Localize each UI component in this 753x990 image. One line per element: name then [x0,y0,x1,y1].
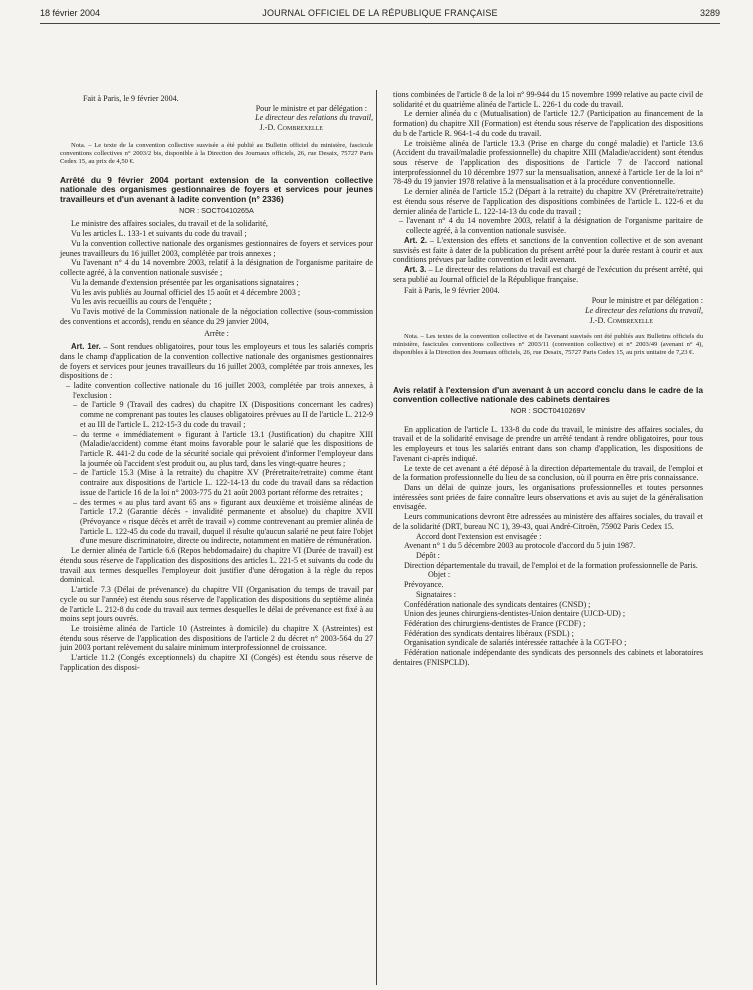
visa: Vu l'avis motivé de la Commission nationale de la négociation collective (sous-commission des conventions et accords), rendu en séance du 29 janvier 2004, [60,306,373,326]
arrete-label: Arrête : [204,329,229,339]
sign-name: J.-D. Combrexelle [259,123,323,133]
arrete-title: Arrêté du 9 février 2004 portant extension de la convention collective nationale des organismes gestionnaires de foyers et services pour jeunes travailleurs et d'un avenant à ladite convention (n° 2336) [60,175,373,204]
list-item: – l'avenant n° 4 du 14 novembre 2003, relatif à la désignation de l'organisme paritaire de collecte agréé, à la convention nationale susvisée. [399,216,703,236]
header-page-number: 3289 [699,8,720,18]
sign-place: Fait à Paris, le 9 février 2004. [83,94,179,103]
list-item: – ladite convention collective nationale du 16 juillet 2003, complétée par trois annexes, à l'exclusion : [66,380,373,400]
paragraph: Accord dont l'extension est envisagée : [416,531,542,541]
label: Signataires : [416,589,457,599]
sign-place: Fait à Paris, le 9 février 2004. [404,286,500,296]
column-divider [376,90,377,985]
header-title: JOURNAL OFFICIEL DE LA RÉPUBLIQUE FRANÇAISE [262,8,498,18]
visa: Vu les avis recueillis au cours de l'enquête ; [71,297,212,307]
paragraph: Dans un délai de quinze jours, les organisations professionnelles et toutes personnes intéressées sont priées de faire connaître leurs observations et avis au sujet de la généralisation envisagée. [393,482,703,512]
paragraph: L'article 11.2 (Congés exceptionnels) du chapitre XI (Congés) est étendu sous réserve de l'application des disposi- [60,653,373,672]
list-item: – des termes « au plus tard avant 65 ans » figurant aux deuxième et troisième alinéas de l'article 17.2 (Garantie décès - invalidité permanente et absolue) du chapitre XVII (Prévoyance « risque décès et arrêt de travail ») comme contrevenant au premier alinéa de l'article L. 122-45 du code du travail, duquel il résulte qu'aucun salarié ne peut faire l'objet d'une mesure discriminatoire, directe ou indirecte, notamment en matière de rémunération. [73,497,373,546]
article-1 [60,342,373,381]
page-header [40,8,720,22]
sign-line: Pour le ministre et par délégation : [591,296,703,306]
visa: Vu les articles L. 133-1 et suivants du code du travail ; [71,229,247,239]
sign-name: J.-D. Combrexelle [589,315,653,325]
label: Dépôt : [416,551,440,560]
signatory: Union des jeunes chirurgiens-dentistes-Union dentaire (UJCD-UD) ; [404,609,626,619]
visa: Le ministre des affaires sociales, du travail et de la solidarité, [71,219,268,229]
article-text: – L'extension des effets et sanctions de la convention collective et de son avenant susvisés est faite à dater de la publication du présent arrêté pour la durée restant à courir et aux conditions prévues par ladite convention et ledit avenant. [393,235,703,265]
paragraph: Avenant n° 1 du 5 décembre 2003 au protocole d'accord du 5 juin 1987. [404,541,636,551]
list-item: – du terme « immédiatement » figurant à l'article 13.1 (Justification) du chapitre XIII (Maladie/accident) comme étant moins favorable pour le salarié que les dispositions de l'article R. 441-2 du code de la sécurité sociale qui prévoient d'informer l'employeur dans la journée où l'accident s'est produit ou, au plus tard, dans les vingt-quatre heures ; [73,429,373,468]
label: Objet : [428,570,451,580]
visa: Vu la convention collective nationale des organismes gestionnaires de foyers et services pour jeunes travailleurs du 16 juillet 2003, complétée par trois annexes ; [60,238,373,258]
nor-reference: NOR : SOCT0410265A [179,205,254,215]
list-item: – de l'article 9 (Travail des cadres) du chapitre IX (Dispositions concernant les cadres) comme ne comprenant pas toutes les clauses obligatoires prévues au II de l'article L. 212-9 et au III de l'article L. 212-15-3 du code du travail ; [73,400,373,429]
list-item: – de l'article 15.3 (Mise à la retraite) du chapitre XV (Préretraite/retraite) comme étant contraire aux dispositions de l'article L. 122-14-13 du code du travail dans sa rédaction issue de l'article 16 de la loi n° 2003-775 du 21 août 2003 portant réforme des retraites ; [73,468,373,497]
paragraph: Le dernier alinéa du c (Mutualisation) de l'article 12.7 (Participation au financement de la formation) du chapitre XII (Formation) est étendu sous réserve de l'application des dispositions du b de l'article R. 964-1-4 du code du travail. [393,109,703,138]
article-2 [393,236,703,265]
paragraph: Le dernier alinéa de l'article 15.2 (Départ à la retraite) du chapitre XV (Préretraite/retraite) est étendu sous réserve de l'application des dispositions combinées de l'article L. 122-6 et du dernier alinéa de l'article L. 122-14-13 du code du travail ; [393,187,703,216]
sign-title: Le directeur des relations du travail, [255,113,373,123]
signatory: Organisation syndicale de salariés intéressée rattachée à la CGT-FO ; [404,638,627,648]
paragraph: Le troisième alinéa de l'article 10 (Astreintes à domicile) du chapitre X (Astreintes) est étendu sous réserve de l'application des dispositions de l'article 2 du décret n° 2003-564 du 27 juin 2003 portant relèvement du salaire minimum interprofessionnel de croissance. [60,623,373,653]
article-3 [393,265,703,284]
paragraph: Le dernier alinéa de l'article 6.6 (Repos hebdomadaire) du chapitre VI (Durée de travail) est étendu sous réserve de l'application des dispositions des articles L. 221-5 et suivants du code du travail aux termes desquelles l'employeur doit justifier d'une dérogation à la règle du repos dominical. [60,546,373,585]
nor-reference: NOR : SOCT0410269V [510,405,586,415]
right-column [393,90,703,668]
visa: Vu l'avenant n° 4 du 14 novembre 2003, relatif à la désignation de l'organisme paritaire de collecte agréé, à la convention nationale susvisée ; [60,258,373,278]
visa: Vu les avis publiés au Journal officiel des 15 août et 4 décembre 2003 ; [71,287,301,297]
avis-title: Avis relatif à l'extension d'un avenant à un accord conclu dans le cadre de la convention collective nationale des cabinets dentaires [393,384,703,404]
article-label: Art. 2. [404,235,427,245]
sign-title: Le directeur des relations du travail, [585,305,703,315]
signatory: Fédération des chirurgiens-dentistes de France (FCDF) ; [404,619,586,629]
paragraph: Prévoyance. [404,580,444,590]
signatory: Confédération nationale des syndicats dentaires (CNSD) ; [404,599,591,609]
left-column [60,94,373,673]
paragraph: Direction départementale du travail, de l'emploi et de la formation professionnelle de Paris. [404,560,698,570]
paragraph: Le texte de cet avenant a été déposé à la direction départementale du travail, de l'emploi et de la formation professionnelle du lieu de sa conclusion, où il pourra en être pris connaissance. [393,463,703,483]
header-rule [40,23,720,24]
paragraph: L'article 7.3 (Délai de prévenance) du chapitre VII (Organisation du temps de travail par cycle ou sur l'année) est étendu sous réserve de l'application des dispositions du septième alinéa de l'article L. 212-8 du code du travail aux termes desquelles le délai de prévenance est fixé à au moins sept jours ouvrés. [60,585,373,624]
visa: Vu la demande d'extension présentée par les organisations signataires ; [71,277,299,287]
paragraph: En application de l'article L. 133-8 du code du travail, le ministre des affaires sociales, du travail et de la solidarité envisage de prendre un arrêté tendant à rendre obligatoires, pour tous les employeurs et tous les salariés entrant dans son champ d'application, les dispositions de l'avenant ci-après indiqué. [393,424,703,463]
signatory: Fédération des syndicats dentaires libéraux (FSDL) ; [404,628,574,638]
header-date: 18 février 2004 [40,8,101,18]
sign-line: Pour le ministre et par délégation : [255,103,367,113]
article-label: Art. 3. [404,264,427,274]
paragraph: Leurs communications devront être adressées au ministère des affaires sociales, du travail et de la solidarité (DRT, bureau NC 1), 39-43, quai André-Citroën, 75902 Paris Cedex 15. [393,512,703,531]
nota: Nota. – Le texte de la convention collective susvisée a été publié au Bulletin officiel du ministère, fascicule conventions collectives n° 2003/2 bis, disponible à la Direction des Journaux officiels, 26, rue Desaix, 75727 Paris Cedex 15, au prix de 4,50 €. [60,141,373,166]
paragraph: Le troisième alinéa de l'article 13.3 (Prise en charge du congé maladie) et l'article 13.6 (Accident du travail/maladie professionnelle) du chapitre XIII (Maladie/accident) sont étendus sous réserve de l'application des dispositions de l'article 7 de l'accord national interprofessionnel du 10 décembre 1977 sur la mensualisation, annexé à l'article 1er de la loi n° 78-49 du 19 janvier 1978 relative à la mensualisation et à la procédure conventionnelle. [393,138,703,187]
article-text: – Sont rendues obligatoires, pour tous les employeurs et tous les salariés compris dans le champ d'application de la convention collective nationale des organismes gestionnaires de foyers et services pour jeunes travailleurs du 16 juillet 2003, complétée par trois annexes, les dispositions de : [60,342,373,381]
article-text: – Le directeur des relations du travail est chargé de l'exécution du présent arrêté, qui sera publié au Journal officiel de la République française. [393,264,703,284]
article-label: Art. 1er. [71,342,101,352]
nota: Nota. – Les textes de la convention collective et de l'avenant susvisés ont été publiés aux Bulletins officiels du ministère, fascicules conventions collectives n° 2003/11 (convention collective) et n° 2003/49 (avenant n° 4), disponibles à la Direction des Journaux officiels, 26, rue Desaix, 75727 Paris Cedex 15, au prix unitaire de 7,23 €. [393,333,703,357]
paragraph: tions combinées de l'article 8 de la loi n° 99-944 du 15 novembre 1999 relative au pacte civil de solidarité et du quatrième alinéa de l'article L. 226-1 du code du travail. [393,90,703,109]
signatory: Fédération nationale indépendante des syndicats des personnels des cabinets et laboratoires dentaires (FNISPCLD). [393,648,703,667]
